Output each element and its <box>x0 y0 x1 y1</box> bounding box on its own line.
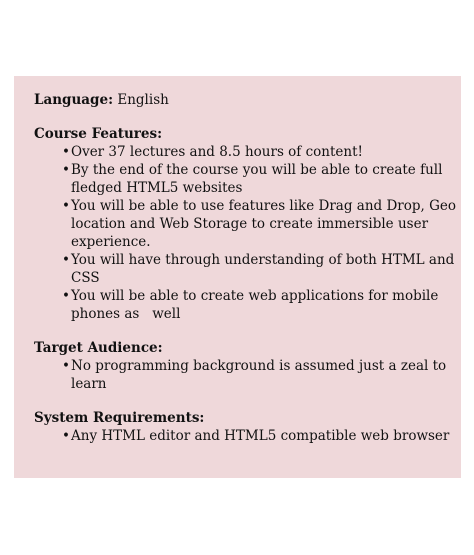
target-audience-section <box>34 339 447 393</box>
system-requirements-heading: System Requirements: <box>34 410 205 426</box>
language-line <box>34 91 441 109</box>
course-features-list <box>34 143 456 323</box>
list-item-line: fledged HTML5 websites <box>71 180 243 196</box>
list-item <box>62 427 450 445</box>
list-item-line: CSS <box>71 270 100 286</box>
language-section <box>34 91 441 109</box>
bullet-icon: • <box>62 252 70 268</box>
course-info-panel <box>14 76 461 478</box>
list-item-line: You will be able to use features like Drag and Drop, Geo <box>71 198 456 214</box>
list-item-line: location and Web Storage to create immersible user <box>71 216 429 232</box>
system-requirements-section <box>34 409 450 445</box>
bullet-icon: • <box>62 144 70 160</box>
language-value: English <box>113 92 169 108</box>
bullet-icon: • <box>62 162 70 178</box>
target-audience-list <box>34 357 447 393</box>
bullet-icon: • <box>62 358 70 374</box>
list-item <box>62 357 447 393</box>
list-item-line: Over 37 lectures and 8.5 hours of content! <box>71 144 363 160</box>
list-item <box>62 161 441 197</box>
list-item-line: No programming background is assumed just a zeal to <box>71 358 447 374</box>
bullet-icon: • <box>62 198 70 214</box>
list-item-line: experience. <box>71 234 151 250</box>
course-features-heading: Course Features: <box>34 126 163 142</box>
target-audience-heading: Target Audience: <box>34 340 163 356</box>
course-features-section <box>34 125 456 323</box>
bullet-icon: • <box>62 288 70 304</box>
list-item-line: You will have through understanding of both HTML and <box>71 252 455 268</box>
list-item <box>62 197 456 251</box>
list-item <box>62 251 455 287</box>
bullet-icon: • <box>62 428 70 444</box>
list-item-line: By the end of the course you will be able to create full <box>71 162 443 178</box>
language-label: Language: <box>34 92 114 108</box>
list-item <box>62 143 441 161</box>
list-item-line: Any HTML editor and HTML5 compatible web browser <box>71 428 450 444</box>
list-item-line: learn <box>71 376 107 392</box>
list-item <box>62 287 441 323</box>
list-item-line: You will be able to create web applications for mobile <box>71 288 439 304</box>
system-requirements-list <box>34 427 450 445</box>
list-item-line: phones as well <box>71 306 181 322</box>
